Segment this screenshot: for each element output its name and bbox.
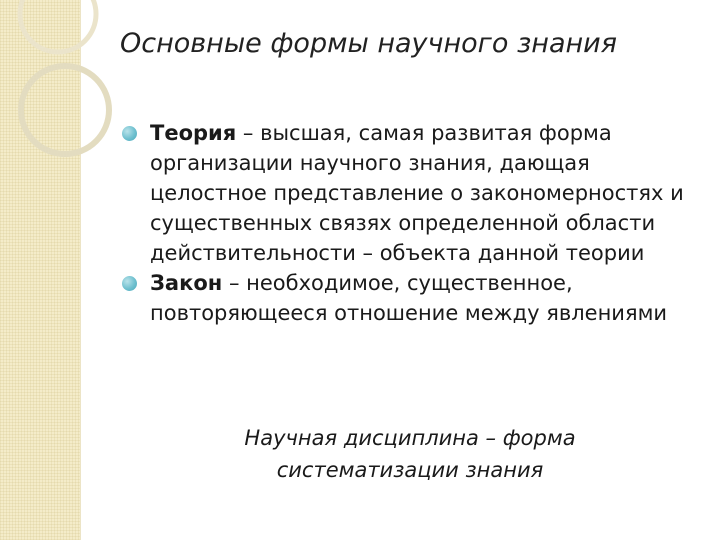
- term-law: Закон: [150, 271, 223, 295]
- decorative-circles: [0, 0, 120, 200]
- slide-title: Основные формы научного знания: [120, 28, 617, 59]
- definition-theory: – высшая, самая развитая форма организации научного знания, дающая целостное представление о закономерностях и существенных связях определенной области действительности – объекта данной теории: [150, 121, 684, 265]
- definition-law: – необходимое, существенное, повторяющееся отношение между явлениями: [150, 271, 668, 325]
- term-theory: Теория: [150, 121, 237, 145]
- deco-circle-large: [21, 66, 109, 154]
- bullet-dot-icon: [122, 126, 137, 141]
- deco-circle-small: [20, 0, 96, 52]
- bullet-item-theory: [150, 118, 710, 268]
- bullet-list: [150, 118, 710, 328]
- conclusion-text: [170, 422, 650, 486]
- conclusion-line-1: Научная дисциплина – форма: [244, 426, 576, 450]
- bullet-item-law: [150, 268, 710, 328]
- bullet-dot-icon: [122, 276, 137, 291]
- conclusion-line-2: систематизации знания: [276, 458, 544, 482]
